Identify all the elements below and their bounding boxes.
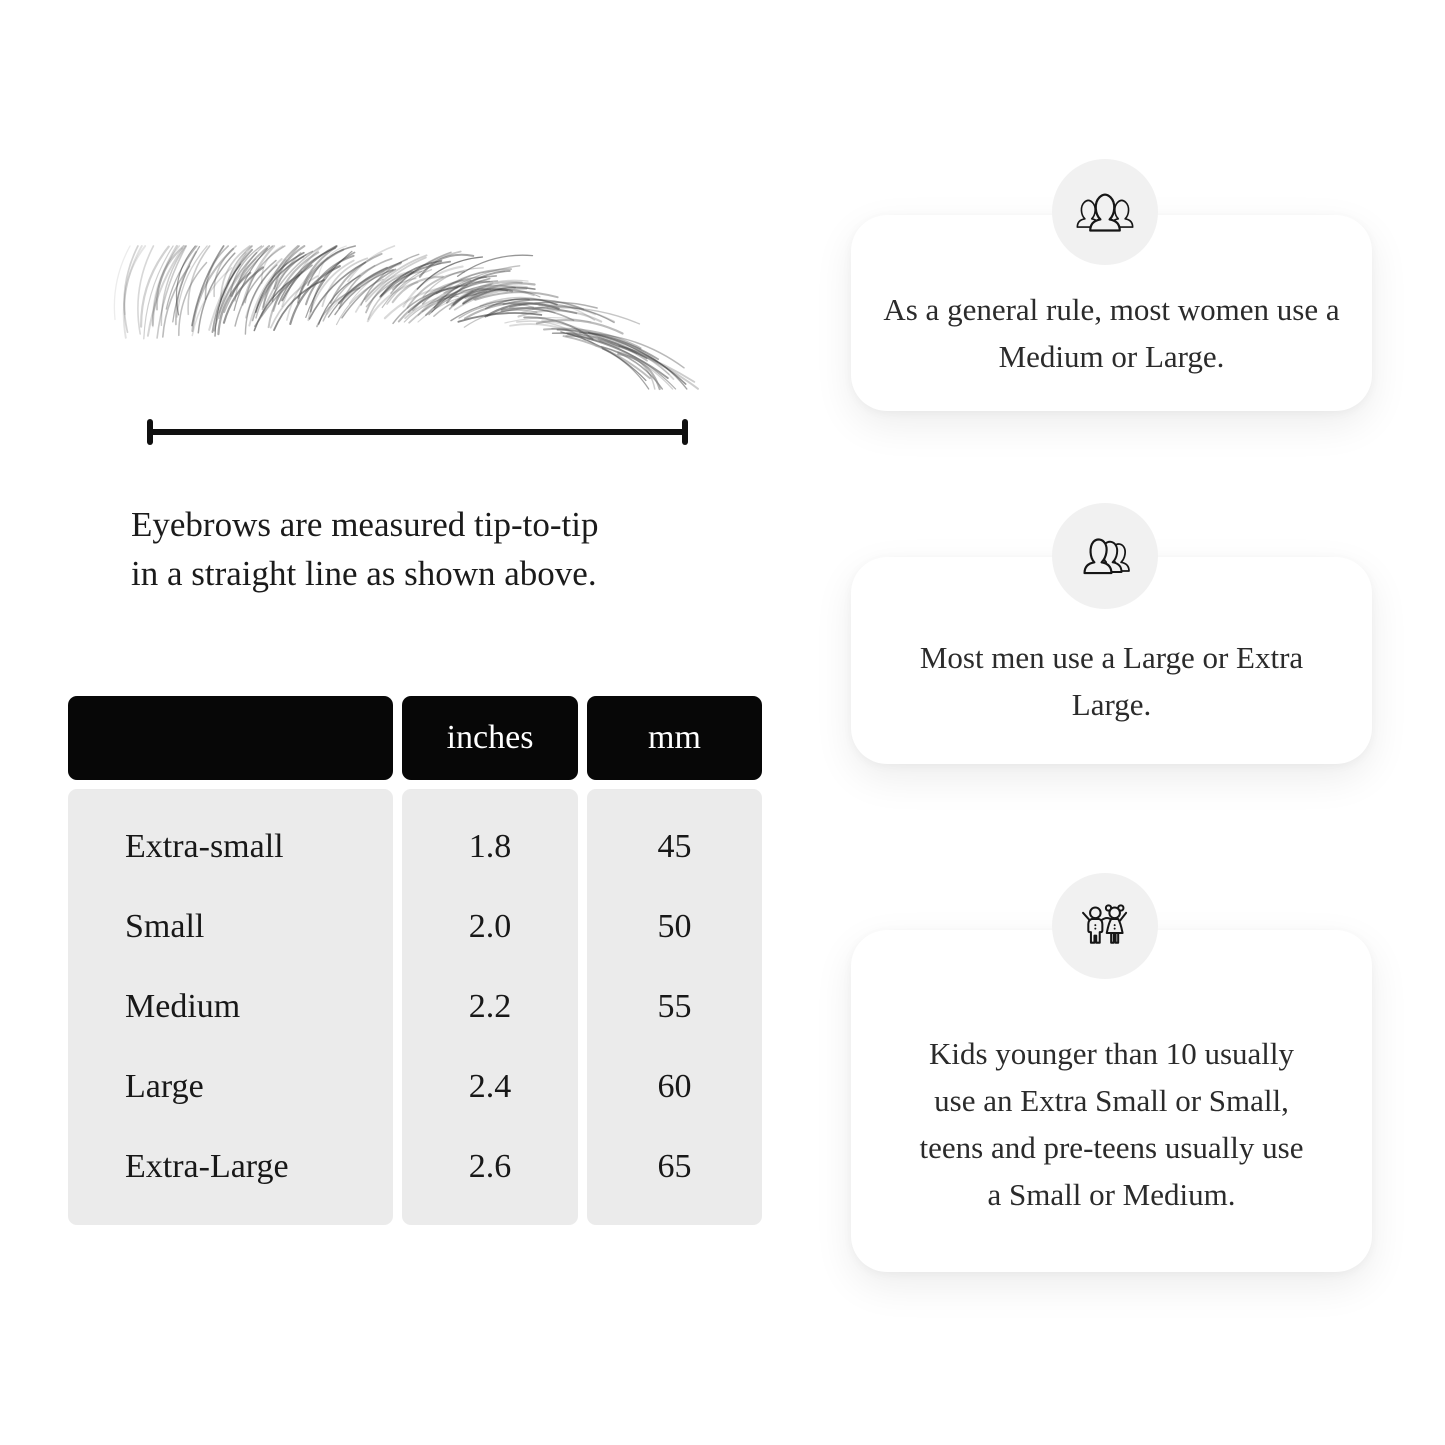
measurement-end-cap-right: [682, 419, 688, 445]
women-icon-circle: [1052, 159, 1158, 265]
inches-value-cell: 2.2: [468, 988, 512, 1025]
inches-value-cell: 1.8: [468, 828, 512, 865]
men-icon-circle: [1052, 503, 1158, 609]
mm-value-cell: 65: [657, 1148, 692, 1185]
measurement-line: [147, 419, 688, 445]
inches-value-cell: 2.6: [468, 1148, 512, 1185]
inches-column: [402, 789, 578, 1225]
kids-guideline-text: Kids younger than 10 usually use an Extra Small or Small, teens and pre-teens usually use a Small or Medium.: [919, 1036, 1304, 1212]
size-label-cell: Large: [125, 1068, 204, 1105]
header-cell-mm: mm: [587, 696, 762, 780]
caption-line-1: Eyebrows are measured tip-to-tip: [131, 505, 599, 544]
mm-value-cell: 60: [657, 1068, 692, 1105]
kids-icon: [1076, 903, 1134, 949]
size-label-cell: Extra-Large: [125, 1148, 289, 1185]
mm-value-cell: 45: [657, 828, 692, 865]
size-table: [68, 696, 762, 1225]
kids-icon-circle: [1052, 873, 1158, 979]
size-label-cell: Medium: [125, 988, 241, 1025]
eyebrow-illustration: [110, 243, 700, 393]
size-table-header: [68, 696, 762, 780]
kids-guideline-card: [851, 930, 1372, 1272]
measurement-bar: [147, 429, 688, 435]
size-table-body: [68, 789, 762, 1225]
size-label-cell: Extra-small: [125, 828, 284, 865]
caption-line-2: in a straight line as shown above.: [131, 554, 597, 593]
men-guideline-text: Most men use a Large or Extra Large.: [919, 639, 1304, 722]
header-cell-inches: inches: [402, 696, 578, 780]
mm-value-cell: 55: [657, 988, 692, 1025]
women-group-icon: [1076, 191, 1134, 233]
measurement-caption: [131, 500, 781, 598]
header-cell-size: [68, 696, 393, 780]
inches-value-cell: 2.0: [468, 908, 512, 945]
women-guideline-text: As a general rule, most women use a Medium or Large.: [883, 292, 1340, 374]
mm-value-cell: 50: [657, 908, 692, 945]
inches-value-cell: 2.4: [468, 1068, 512, 1105]
men-group-icon: [1076, 535, 1134, 577]
size-label-column: [68, 789, 393, 1225]
size-label-cell: Small: [125, 908, 205, 945]
mm-column: [587, 789, 762, 1225]
